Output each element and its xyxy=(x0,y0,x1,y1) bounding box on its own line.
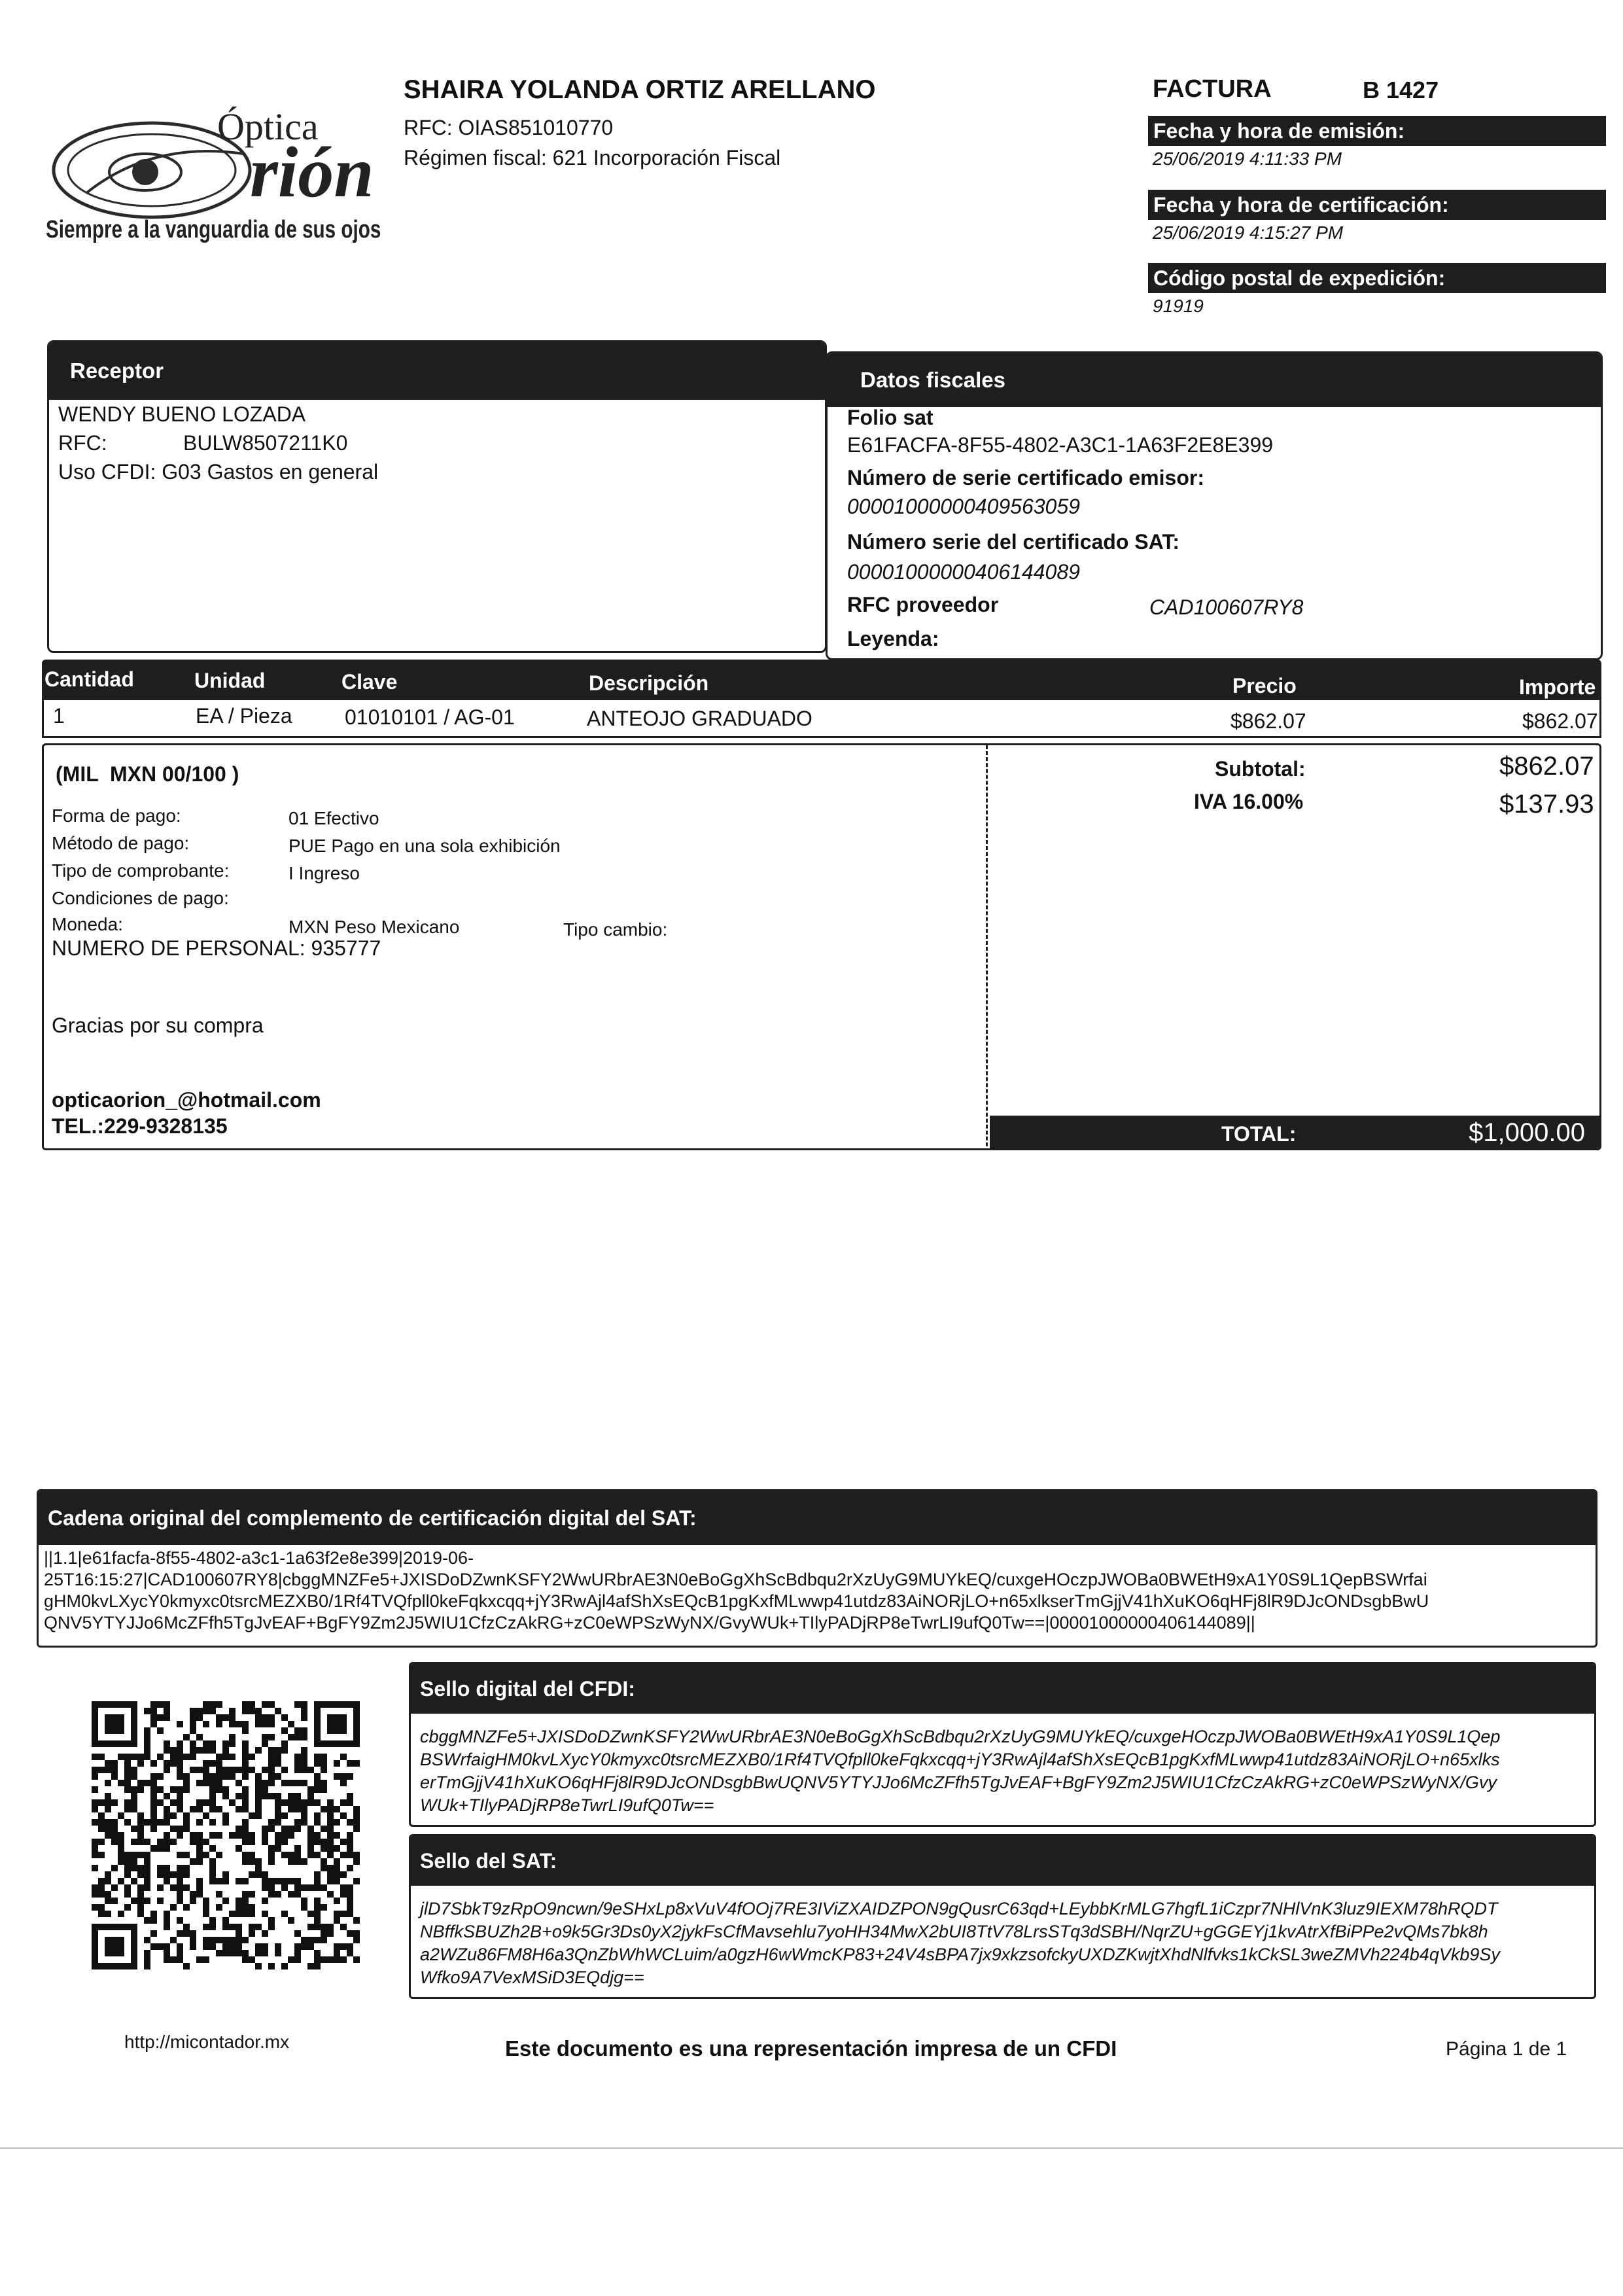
cadena-box xyxy=(37,1489,1597,1648)
forma-value: 01 Efectivo xyxy=(288,808,379,828)
footer-page: Página 1 de 1 xyxy=(1446,2038,1567,2060)
metodo-value: PUE Pago en una sola exhibición xyxy=(288,836,561,856)
cadena-line: QNV5YTYJJo6McZFfh5TgJvEAF+BgFY9Zm2J5WIU1CfzCzAkRG+zC0eWPSzWyNX/GvyWUk+TIlyPADjRP8eTwrLI9ufQ0Tw==|00001000000406144089|| xyxy=(44,1613,1255,1633)
condiciones-label: Condiciones de pago: xyxy=(52,888,229,908)
tipo-cambio-label: Tipo cambio: xyxy=(563,919,668,940)
issuer-name: SHAIRA YOLANDA ORTIZ ARELLANO xyxy=(404,75,876,104)
col-descripcion: Descripción xyxy=(589,671,709,695)
row-precio: $862.07 xyxy=(1230,709,1306,733)
col-precio: Precio xyxy=(1232,674,1297,698)
cadena-line: ||1.1|e61facfa-8f55-4802-a3c1-1a63f2e8e399|2019-06- xyxy=(44,1548,474,1568)
moneda-value: MXN Peso Mexicano xyxy=(288,917,460,937)
gracias: Gracias por su compra xyxy=(52,1014,264,1037)
invoice-title: FACTURA xyxy=(1153,75,1272,103)
sello-sat-line: Wfko9A7VexMSiD3EQdjg== xyxy=(420,1968,644,1987)
cert-value: 25/06/2019 4:15:27 PM xyxy=(1153,222,1344,243)
sello-cfdi-line: cbggMNZFe5+JXISDoDZwnKSFY2WwURbrAE3N0eBoGgXhScBdbqu2rXzUyG9MUYkEQ/cuxgeHOczpJWOBa0BWEtH9xA1Y0S9L1Qep xyxy=(420,1727,1501,1746)
serie-sat-label: Número serie del certificado SAT: xyxy=(847,530,1179,554)
receptor-uso: Uso CFDI: G03 Gastos en general xyxy=(58,460,379,484)
total-label: TOTAL: xyxy=(1221,1122,1297,1146)
issuer-regimen: Régimen fiscal: 621 Incorporación Fiscal xyxy=(404,146,781,169)
logo-line2: rión xyxy=(250,132,374,212)
qr-modules xyxy=(92,1701,360,1969)
cadena-header: Cadena original del complemento de certificación digital del SAT: xyxy=(39,1491,1596,1545)
fiscal-header: Datos fiscales xyxy=(828,353,1601,407)
row-cantidad: 1 xyxy=(53,704,65,728)
cp-value: 91919 xyxy=(1153,296,1204,316)
sello-sat-text xyxy=(420,1898,1500,1989)
moneda-label: Moneda: xyxy=(52,914,123,934)
receptor-box xyxy=(47,340,827,653)
sello-sat-box xyxy=(409,1834,1596,1999)
sello-sat-header: Sello del SAT: xyxy=(411,1836,1594,1886)
serie-sat-value: 00001000000406144089 xyxy=(847,560,1080,584)
footer-disclaimer: Este documento es una representación impresa de un CFDI xyxy=(505,2036,1117,2060)
col-importe: Importe xyxy=(1519,675,1596,699)
qr-code xyxy=(92,1701,360,1969)
email: opticaorion_@hotmail.com xyxy=(52,1088,321,1112)
sello-cfdi-header: Sello digital del CFDI: xyxy=(411,1664,1594,1714)
row-unidad: EA / Pieza xyxy=(196,704,292,728)
leyenda-label: Leyenda: xyxy=(847,627,939,650)
metodo-label: Método de pago: xyxy=(52,833,190,853)
sello-sat-line: NBffkSBUZh2B+o9k5Gr3Ds0yX2jykFsCfMavsehlu7yoHH34MwX2bUI8TtV78LrsSTq3dSBH/NqrZU+gGGEYj1kvAtrXfBiPPe2vQMs7bk8h xyxy=(420,1922,1488,1941)
emision-value: 25/06/2019 4:11:33 PM xyxy=(1153,149,1342,169)
subtotal-label: Subtotal: xyxy=(1215,757,1306,781)
cadena-text xyxy=(44,1547,1429,1634)
iva-label: IVA 16.00% xyxy=(1194,790,1304,813)
forma-label: Forma de pago: xyxy=(52,805,181,826)
dashed-divider xyxy=(986,745,988,1150)
sello-cfdi-line: erTmGjjV41hXuKO6qHFj8lR9DJcONDsgbBwUQNV5YTYJJo6McZFfh5TgJvEAF+BgFY9Zm2J5WIU1CfzCzAkRG+zC0eWPSzWyNX/Gvy xyxy=(420,1773,1497,1792)
row-importe: $862.07 xyxy=(1522,709,1598,733)
total-value: $1,000.00 xyxy=(1469,1118,1585,1147)
sello-cfdi-box xyxy=(409,1662,1596,1827)
receptor-name: WENDY BUENO LOZADA xyxy=(58,402,306,426)
subtotal-value: $862.07 xyxy=(1499,752,1594,781)
table-row xyxy=(42,700,1601,738)
fiscal-box xyxy=(826,351,1603,660)
serie-emisor-label: Número de serie certificado emisor: xyxy=(847,466,1204,489)
footer-url[interactable]: http://micontador.mx xyxy=(124,2032,290,2052)
sello-cfdi-line: WUk+TIlyPADjRP8eTwrLI9ufQ0Tw== xyxy=(420,1795,714,1815)
cadena-line: 25T16:15:27|CAD100607RY8|cbggMNZFe5+JXISDoDZwnKSFY2WwURbrAE3N0eBoGgXhScBdbqu2rXzUyG9MUYkEQ/cuxgeHOczpJWOBa0BWEtH9xA1Y0S9L1QepBSWrfai xyxy=(44,1570,1427,1589)
col-unidad: Unidad xyxy=(194,669,266,692)
items-header-row xyxy=(42,660,1601,700)
page-bottom-rule xyxy=(0,2147,1623,2149)
cp-label: Código postal de expedición: xyxy=(1148,263,1606,293)
row-descripcion: ANTEOJO GRADUADO xyxy=(587,707,812,730)
sello-cfdi-line: BSWrfaigHM0kvLXycY0kmyxc0tsrcMEZXB0/1Rf4TVQfpll0keFqkxcqq+jY3RwAjl4afShXsEQcB1pgKxfMLwwp41utdz83AiNORjLO+n65xlks xyxy=(420,1750,1500,1769)
folio-label: Folio sat xyxy=(847,406,934,429)
tipo-label: Tipo de comprobante: xyxy=(52,860,230,881)
cadena-line: gHM0kvLXycY0kmyxc0tsrcMEZXB0/1Rf4TVQfpll0keFqkxcqq+jY3RwAjl4afShXsEQcB1pgKxfMLwwp41utdz83AiNORjLO+n65xlkserTmGjjV41hXuKO6qHFj8lR9DJcONDsgbBwU xyxy=(44,1591,1429,1611)
invoice-number: B 1427 xyxy=(1363,77,1439,103)
iva-value: $137.93 xyxy=(1499,790,1594,819)
sello-sat-line: a2WZu86FM8H6a3QnZbWhWCLuim/a0gzH6wWmcKP83+24V4sBPA7jx9xkzsofckyUXDZKwjtXhdNlfvks1kCkSL3weZMVh224b4qVkb9Sy xyxy=(420,1945,1500,1964)
personal: NUMERO DE PERSONAL: 935777 xyxy=(52,936,381,960)
details-box xyxy=(42,743,1601,1150)
rfc-prov-value: CAD100607RY8 xyxy=(1149,595,1304,619)
logo-tagline: Siempre a la vanguardia de sus ojos xyxy=(46,216,381,243)
cert-label: Fecha y hora de certificación: xyxy=(1148,190,1606,220)
items-table xyxy=(42,660,1601,738)
sello-cfdi-text xyxy=(420,1725,1500,1817)
receptor-header: Receptor xyxy=(49,342,825,400)
logo xyxy=(41,98,394,262)
folio-value: E61FACFA-8F55-4802-A3C1-1A63F2E8E399 xyxy=(847,433,1274,457)
emision-label: Fecha y hora de emisión: xyxy=(1148,116,1606,146)
tel: TEL.:229-9328135 xyxy=(52,1114,228,1138)
tipo-value: I Ingreso xyxy=(288,863,360,883)
col-cantidad: Cantidad xyxy=(44,667,134,691)
logo-line1: Óptica xyxy=(217,105,319,148)
serie-emisor-value: 00001000000409563059 xyxy=(847,495,1080,518)
amount-words: (MIL MXN 00/100 ) xyxy=(56,762,239,786)
receptor-rfc-label: RFC: xyxy=(58,431,107,455)
receptor-rfc-value: BULW8507211K0 xyxy=(183,431,348,455)
row-clave: 01010101 / AG-01 xyxy=(345,705,515,729)
issuer-rfc: RFC: OIAS851010770 xyxy=(404,116,614,139)
col-clave: Clave xyxy=(341,670,398,694)
sello-sat-line: jlD7SbkT9zRpO9ncwn/9eSHxLp8xVuV4fOOj7RE3IViZXAIDZPON9gQusrC63qd+LEybbKrMLG7hgfL1iCzpr7NHlVnK3luz9IEXM78hRQDT xyxy=(420,1899,1498,1918)
total-bar xyxy=(990,1116,1601,1150)
rfc-prov-label: RFC proveedor xyxy=(847,593,999,616)
